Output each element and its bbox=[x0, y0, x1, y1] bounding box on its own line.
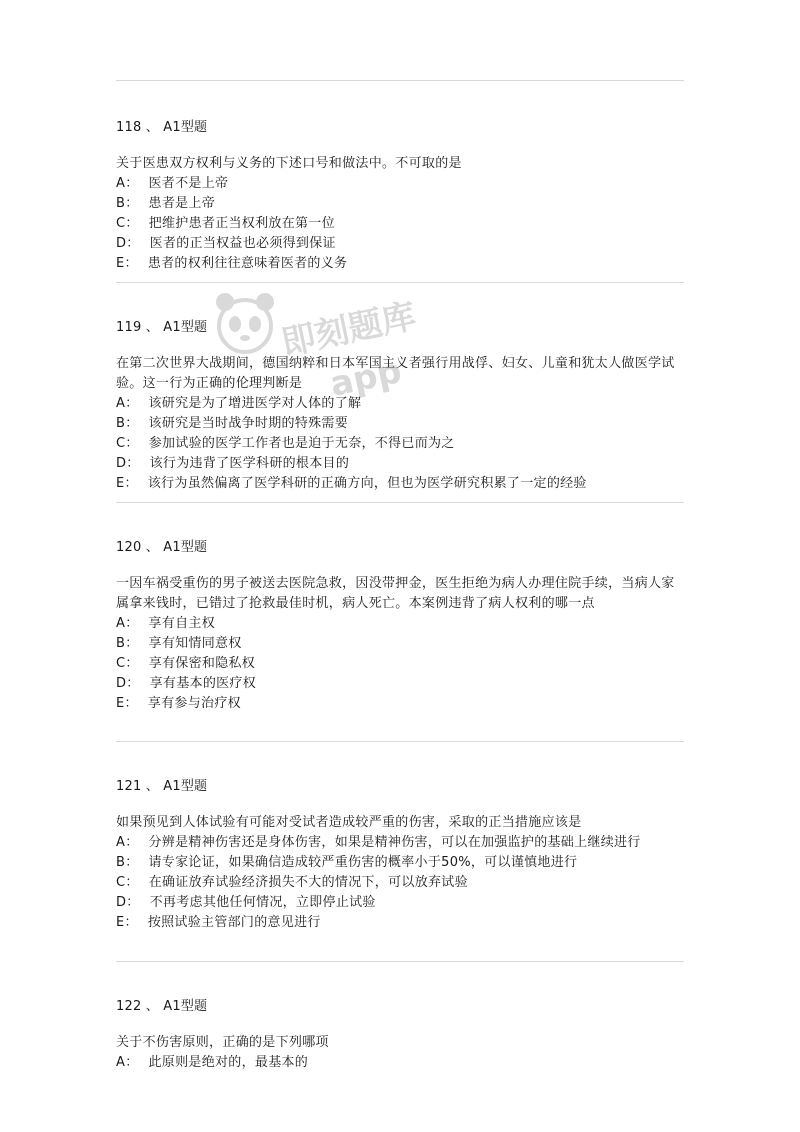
option-text: 享有基本的医疗权 bbox=[149, 676, 257, 691]
question-stem: 关于医患双方权利与义务的下述口号和做法中。不可取的是 bbox=[116, 156, 462, 171]
option-e bbox=[116, 474, 686, 494]
option-letter: E： bbox=[116, 476, 138, 491]
option-letter: A： bbox=[116, 396, 139, 411]
question-number: 122 bbox=[116, 999, 142, 1014]
option-letter: C： bbox=[116, 216, 139, 231]
question-stem: 关于不伤害原则，正确的是下列哪项 bbox=[116, 1035, 329, 1050]
option-a bbox=[116, 614, 686, 634]
option-c bbox=[116, 214, 686, 234]
option-text: 患者是上帝 bbox=[148, 196, 216, 211]
question-120 bbox=[116, 538, 686, 714]
option-text: 享有自主权 bbox=[148, 616, 216, 631]
option-letter: B： bbox=[116, 416, 139, 431]
option-letter: D： bbox=[116, 456, 140, 471]
option-letter: A： bbox=[116, 1055, 139, 1070]
question-type: A1型题 bbox=[163, 999, 208, 1014]
question-header: 120 、 A1型题 bbox=[116, 540, 208, 555]
question-stem: 一因车祸受重伤的男子被送去医院急救，因没带押金，医生拒绝为病人办理住院手续，当病人家属拿来钱时，已错过了抢救最佳时机，病人死亡。本案例违背了病人权利的哪一点 bbox=[116, 576, 675, 611]
question-number: 118 bbox=[116, 120, 142, 135]
option-text: 参加试验的医学工作者也是迫于无奈，不得已而为之 bbox=[148, 436, 455, 451]
question-stem: 如果预见到人体试验有可能对受试者造成较严重的伤害，采取的正当措施应该是 bbox=[116, 815, 582, 830]
option-e bbox=[116, 254, 686, 274]
option-letter: B： bbox=[116, 636, 139, 651]
option-d bbox=[116, 893, 686, 913]
option-b bbox=[116, 853, 686, 873]
question-type: A1型题 bbox=[163, 320, 208, 335]
question-121 bbox=[116, 777, 686, 933]
option-letter: E： bbox=[116, 256, 138, 271]
option-b bbox=[116, 414, 686, 434]
question-number: 119 bbox=[116, 320, 142, 335]
option-letter: C： bbox=[116, 875, 139, 890]
option-letter: A： bbox=[116, 835, 139, 850]
option-text: 该行为虽然偏离了医学科研的正确方向，但也为医学研究积累了一定的经验 bbox=[147, 476, 587, 491]
divider bbox=[116, 961, 684, 962]
divider bbox=[116, 502, 684, 503]
question-number: 121 bbox=[116, 779, 142, 794]
option-letter: A： bbox=[116, 176, 139, 191]
option-e bbox=[116, 913, 686, 933]
option-text: 医者的正当权益也必须得到保证 bbox=[149, 236, 336, 251]
option-a bbox=[116, 1053, 686, 1073]
question-119 bbox=[116, 318, 686, 494]
question-type: A1型题 bbox=[163, 540, 208, 555]
option-c bbox=[116, 654, 686, 674]
option-letter: B： bbox=[116, 196, 139, 211]
option-b bbox=[116, 194, 686, 214]
option-letter: C： bbox=[116, 656, 139, 671]
question-stem: 在第二次世界大战期间，德国纳粹和日本军国主义者强行用战俘、妇女、儿童和犹太人做医学试验。这一行为正确的伦理判断是 bbox=[116, 356, 675, 391]
question-header: 121 、 A1型题 bbox=[116, 779, 208, 794]
option-text: 患者的权利往往意味着医者的义务 bbox=[147, 256, 348, 271]
option-text: 在确证放弃试验经济损失不大的情况下，可以放弃试验 bbox=[148, 875, 468, 890]
option-text: 按照试验主管部门的意见进行 bbox=[147, 915, 321, 930]
option-letter: E： bbox=[116, 915, 138, 930]
option-text: 享有保密和隐私权 bbox=[148, 656, 256, 671]
option-letter: A： bbox=[116, 616, 139, 631]
watermark-text: 即刻题库 bbox=[278, 296, 420, 364]
option-letter: D： bbox=[116, 236, 140, 251]
watermark-subtext: app bbox=[326, 350, 406, 406]
option-text: 该研究是当时战争时期的特殊需要 bbox=[148, 416, 349, 431]
option-text: 不再考虑其他任何情况，立即停止试验 bbox=[149, 895, 376, 910]
option-text: 分辨是精神伤害还是身体伤害，如果是精神伤害，可以在加强监护的基础上继续进行 bbox=[148, 835, 641, 850]
option-c bbox=[116, 434, 686, 454]
option-text: 请专家论证，如果确信造成较严重伤害的概率小于50%，可以谨慎地进行 bbox=[148, 855, 578, 870]
option-text: 医者不是上帝 bbox=[148, 176, 229, 191]
option-a bbox=[116, 394, 686, 414]
question-type: A1型题 bbox=[163, 120, 208, 135]
divider bbox=[116, 80, 684, 81]
option-a bbox=[116, 174, 686, 194]
question-header: 119 、 A1型题 bbox=[116, 320, 208, 335]
question-type: A1型题 bbox=[163, 779, 208, 794]
option-text: 享有参与治疗权 bbox=[147, 696, 241, 711]
option-b bbox=[116, 634, 686, 654]
question-header: 122 、 A1型题 bbox=[116, 999, 208, 1014]
option-letter: D： bbox=[116, 895, 140, 910]
question-number: 120 bbox=[116, 540, 142, 555]
option-letter: D： bbox=[116, 676, 140, 691]
option-a bbox=[116, 833, 686, 853]
option-letter: E： bbox=[116, 696, 138, 711]
divider bbox=[116, 282, 684, 283]
question-header: 118 、 A1型题 bbox=[116, 120, 208, 135]
divider bbox=[116, 741, 684, 742]
option-d bbox=[116, 674, 686, 694]
option-d bbox=[116, 234, 686, 254]
option-letter: B： bbox=[116, 855, 139, 870]
option-text: 把维护患者正当权利放在第一位 bbox=[148, 216, 335, 231]
option-letter: C： bbox=[116, 436, 139, 451]
option-e bbox=[116, 694, 686, 714]
question-118 bbox=[116, 118, 686, 274]
option-text: 享有知情同意权 bbox=[148, 636, 242, 651]
option-text: 该行为违背了医学科研的根本目的 bbox=[149, 456, 350, 471]
option-text: 此原则是绝对的，最基本的 bbox=[148, 1055, 309, 1070]
option-d bbox=[116, 454, 686, 474]
option-text: 该研究是为了增进医学对人体的了解 bbox=[148, 396, 362, 411]
question-122 bbox=[116, 997, 686, 1073]
option-c bbox=[116, 873, 686, 893]
